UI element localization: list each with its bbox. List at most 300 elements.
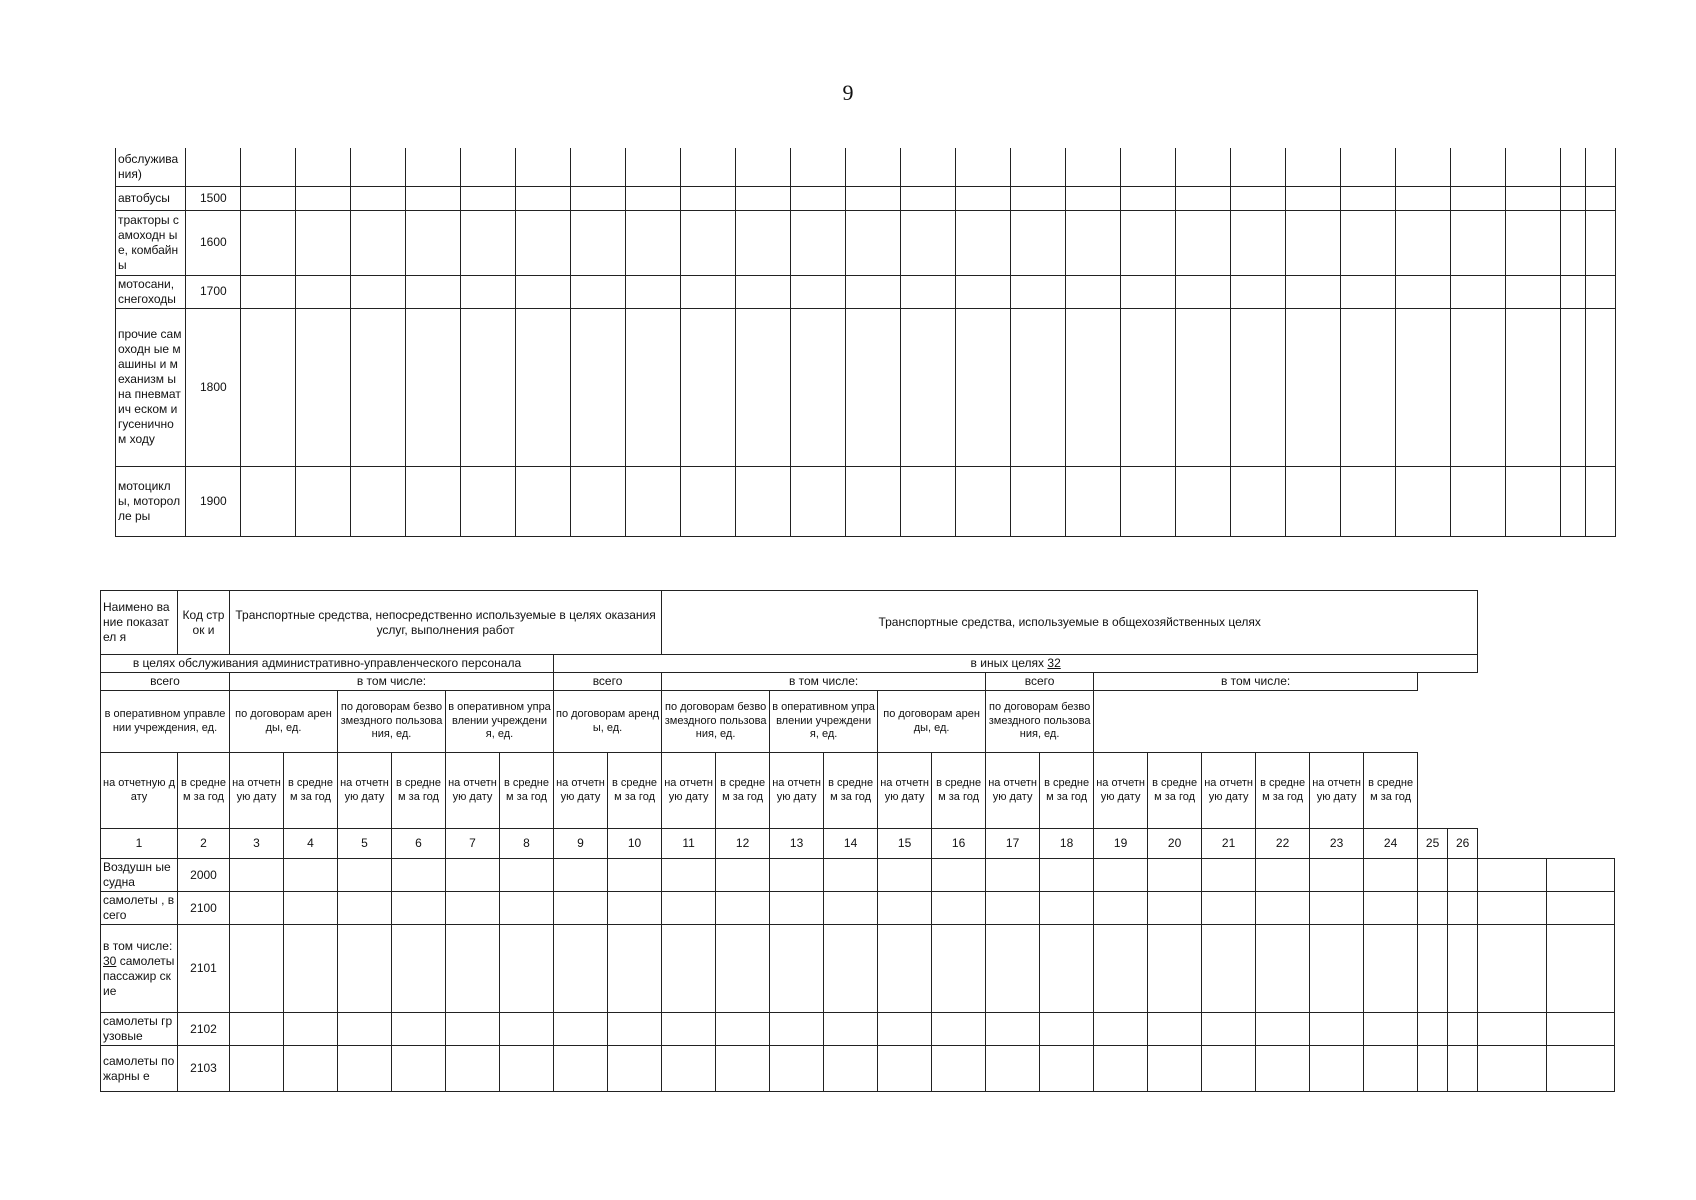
data-cell — [1451, 148, 1506, 186]
header-total-1: всего — [101, 673, 230, 691]
top-row — [116, 210, 1616, 275]
bottom-row — [101, 859, 1615, 892]
row-code: 2103 — [178, 1046, 230, 1092]
data-cell — [791, 186, 846, 210]
header-lease-2: по договорам аренды, ед. — [554, 691, 662, 753]
column-number: 18 — [1040, 829, 1094, 859]
data-cell — [1202, 859, 1256, 892]
header-name-col: Наимено вание показател я — [101, 591, 178, 655]
data-cell — [1310, 859, 1364, 892]
data-cell — [824, 892, 878, 925]
header-on-date: на отчетную дату — [1202, 753, 1256, 829]
data-cell — [461, 308, 516, 466]
data-cell — [1202, 1046, 1256, 1092]
header-avg-year: в среднем за год — [1040, 753, 1094, 829]
data-cell — [338, 1013, 392, 1046]
data-cell — [1448, 1046, 1478, 1092]
data-cell — [1418, 1013, 1448, 1046]
data-cell — [1396, 466, 1451, 536]
data-cell — [1011, 210, 1066, 275]
data-cell — [516, 186, 571, 210]
page-number: 9 — [842, 80, 854, 105]
data-cell — [516, 466, 571, 536]
data-cell — [1418, 859, 1448, 892]
row-code: 1600 — [186, 210, 241, 275]
data-cell — [901, 466, 956, 536]
data-cell — [901, 148, 956, 186]
header-blank — [1094, 691, 1418, 753]
column-number: 13 — [770, 829, 824, 859]
data-cell — [1231, 308, 1286, 466]
data-cell — [1451, 466, 1506, 536]
data-cell — [1506, 275, 1561, 308]
data-cell — [241, 186, 296, 210]
header-avg-year: в среднем за год — [1148, 753, 1202, 829]
data-cell — [516, 308, 571, 466]
header-lease-3: по договорам аренды, ед. — [878, 691, 986, 753]
data-cell — [1451, 186, 1506, 210]
data-cell — [846, 148, 901, 186]
header-avg-year: в среднем за год — [716, 753, 770, 829]
data-cell — [1286, 308, 1341, 466]
data-cell — [736, 308, 791, 466]
data-cell — [1506, 308, 1561, 466]
header-on-date: на отчетную дату — [662, 753, 716, 829]
data-cell — [1040, 892, 1094, 925]
data-cell — [1066, 308, 1121, 466]
data-cell — [554, 925, 608, 1013]
data-cell — [791, 308, 846, 466]
data-cell — [662, 1013, 716, 1046]
data-cell — [681, 308, 736, 466]
data-cell — [846, 210, 901, 275]
data-cell — [1094, 892, 1148, 925]
data-cell — [338, 859, 392, 892]
data-cell — [1478, 892, 1546, 925]
data-cell — [1478, 1046, 1546, 1092]
data-cell — [1396, 275, 1451, 308]
data-cell — [461, 186, 516, 210]
column-number: 22 — [1256, 829, 1310, 859]
data-cell — [296, 308, 351, 466]
header-avg-year: в среднем за год — [1256, 753, 1310, 829]
data-cell — [662, 892, 716, 925]
data-cell — [662, 859, 716, 892]
data-cell — [901, 275, 956, 308]
column-number: 10 — [608, 829, 662, 859]
column-number: 2 — [178, 829, 230, 859]
header-on-date: на отчетную дату — [230, 753, 284, 829]
data-cell — [1121, 466, 1176, 536]
data-cell — [986, 925, 1040, 1013]
data-cell — [296, 148, 351, 186]
data-cell — [878, 1013, 932, 1046]
data-cell — [1011, 308, 1066, 466]
data-cell — [406, 148, 461, 186]
data-cell — [392, 1013, 446, 1046]
header-free-use-3: по договорам безвозмездного пользования, ед. — [986, 691, 1094, 753]
data-cell — [1148, 859, 1202, 892]
data-cell — [351, 186, 406, 210]
data-cell — [446, 1013, 500, 1046]
data-cell — [1040, 859, 1094, 892]
bottom-table — [100, 590, 1615, 1092]
data-cell — [1011, 148, 1066, 186]
data-cell — [1561, 210, 1586, 275]
column-number: 20 — [1148, 829, 1202, 859]
data-cell — [1066, 275, 1121, 308]
data-cell — [446, 1046, 500, 1092]
data-cell — [824, 925, 878, 1013]
column-number: 25 — [1418, 829, 1448, 859]
column-number: 8 — [500, 829, 554, 859]
header-avg-year: в среднем за год — [608, 753, 662, 829]
data-cell — [1478, 925, 1546, 1013]
data-cell — [956, 186, 1011, 210]
data-cell — [1451, 308, 1506, 466]
data-cell — [1148, 892, 1202, 925]
data-cell — [1011, 275, 1066, 308]
data-cell — [932, 892, 986, 925]
top-row — [116, 466, 1616, 536]
column-number: 4 — [284, 829, 338, 859]
data-cell — [956, 308, 1011, 466]
data-cell — [500, 892, 554, 925]
data-cell — [1040, 1046, 1094, 1092]
row-code: 2101 — [178, 925, 230, 1013]
header-on-date: на отчетную дату — [338, 753, 392, 829]
data-cell — [770, 1013, 824, 1046]
data-cell — [716, 925, 770, 1013]
data-cell — [1121, 148, 1176, 186]
data-cell — [1176, 466, 1231, 536]
data-cell — [626, 275, 681, 308]
bottom-row — [101, 925, 1615, 1013]
data-cell — [956, 210, 1011, 275]
data-cell — [1546, 1046, 1614, 1092]
data-cell — [1176, 210, 1231, 275]
data-cell — [500, 1013, 554, 1046]
data-cell — [770, 859, 824, 892]
data-cell — [1176, 308, 1231, 466]
data-cell — [1451, 210, 1506, 275]
header-general-group: Транспортные средства, используемые в общехозяйственных целях — [662, 591, 1478, 655]
data-cell — [338, 892, 392, 925]
header-on-date: на отчетную дату — [446, 753, 500, 829]
column-number: 12 — [716, 829, 770, 859]
data-cell — [1448, 1013, 1478, 1046]
top-row — [116, 308, 1616, 466]
header-total-2: всего — [554, 673, 662, 691]
data-cell — [516, 210, 571, 275]
data-cell — [791, 275, 846, 308]
data-cell — [284, 925, 338, 1013]
data-cell — [626, 466, 681, 536]
header-operative-1: в оперативном управлении учреждения, ед. — [101, 691, 230, 753]
data-cell — [608, 1013, 662, 1046]
data-cell — [791, 148, 846, 186]
header-other-group: в иных целях 32 — [554, 655, 1478, 673]
data-cell — [230, 925, 284, 1013]
data-cell — [1176, 275, 1231, 308]
data-cell — [1364, 892, 1418, 925]
data-cell — [681, 466, 736, 536]
data-cell — [770, 892, 824, 925]
data-cell — [1506, 186, 1561, 210]
data-cell — [1561, 466, 1586, 536]
header-including-3: в том числе: — [1094, 673, 1418, 691]
header-on-date: на отчетную дату — [770, 753, 824, 829]
row-code: 1700 — [186, 275, 241, 308]
row-code — [186, 148, 241, 186]
header-avg-year: в среднем за год — [500, 753, 554, 829]
data-cell — [1011, 186, 1066, 210]
data-cell — [736, 210, 791, 275]
data-cell — [1561, 275, 1586, 308]
data-cell — [351, 210, 406, 275]
data-cell — [338, 1046, 392, 1092]
row-code: 1900 — [186, 466, 241, 536]
data-cell — [1066, 210, 1121, 275]
data-cell — [1418, 892, 1448, 925]
data-cell — [1040, 925, 1094, 1013]
column-number: 16 — [932, 829, 986, 859]
data-cell — [608, 1046, 662, 1092]
data-cell — [1478, 859, 1546, 892]
data-cell — [1396, 210, 1451, 275]
header-on-date: на отчетную дату — [554, 753, 608, 829]
data-cell — [1231, 210, 1286, 275]
data-cell — [1418, 925, 1448, 1013]
data-cell — [554, 1046, 608, 1092]
data-cell — [791, 466, 846, 536]
data-cell — [1176, 148, 1231, 186]
row-code: 1800 — [186, 308, 241, 466]
data-cell — [516, 275, 571, 308]
data-cell — [1148, 1046, 1202, 1092]
column-number: 14 — [824, 829, 878, 859]
data-cell — [461, 148, 516, 186]
data-cell — [681, 148, 736, 186]
data-cell — [626, 308, 681, 466]
data-cell — [878, 892, 932, 925]
data-cell — [296, 186, 351, 210]
header-empty — [1418, 673, 1478, 691]
data-cell — [626, 210, 681, 275]
bottom-row — [101, 892, 1615, 925]
data-cell — [406, 308, 461, 466]
header-operative-3: в оперативном управлении учреждения, ед. — [770, 691, 878, 753]
data-cell — [1396, 148, 1451, 186]
column-number: 26 — [1448, 829, 1478, 859]
row-code: 2102 — [178, 1013, 230, 1046]
data-cell — [932, 1013, 986, 1046]
data-cell — [1202, 925, 1256, 1013]
data-cell — [878, 859, 932, 892]
data-cell — [1586, 186, 1616, 210]
data-cell — [230, 859, 284, 892]
data-cell — [406, 466, 461, 536]
data-cell — [1448, 925, 1478, 1013]
data-cell — [1364, 1013, 1418, 1046]
row-label: Воздушн ые судна — [101, 859, 178, 892]
data-cell — [1506, 466, 1561, 536]
data-cell — [230, 1046, 284, 1092]
data-cell — [1506, 148, 1561, 186]
data-cell — [1451, 275, 1506, 308]
data-cell — [446, 859, 500, 892]
data-cell — [351, 275, 406, 308]
data-cell — [932, 1046, 986, 1092]
data-cell — [716, 1046, 770, 1092]
data-cell — [1561, 308, 1586, 466]
data-cell — [736, 148, 791, 186]
header-avg-year: в среднем за год — [178, 753, 230, 829]
data-cell — [1546, 1013, 1614, 1046]
data-cell — [932, 859, 986, 892]
data-cell — [1231, 275, 1286, 308]
data-cell — [662, 925, 716, 1013]
data-cell — [1546, 925, 1614, 1013]
data-cell — [1121, 210, 1176, 275]
column-number: 21 — [1202, 829, 1256, 859]
column-number: 9 — [554, 829, 608, 859]
data-cell — [1148, 1013, 1202, 1046]
data-cell — [846, 186, 901, 210]
data-cell — [516, 148, 571, 186]
data-cell — [1286, 186, 1341, 210]
row-label: обслужива ния) — [116, 148, 186, 186]
data-cell — [1094, 1046, 1148, 1092]
data-cell — [736, 186, 791, 210]
data-cell — [241, 275, 296, 308]
data-cell — [351, 148, 406, 186]
data-cell — [626, 148, 681, 186]
column-number: 17 — [986, 829, 1040, 859]
data-cell — [1341, 275, 1396, 308]
row-code: 2000 — [178, 859, 230, 892]
header-avg-year: в среднем за год — [1364, 753, 1418, 829]
header-on-date: на отчетную дату — [1094, 753, 1148, 829]
column-number: 11 — [662, 829, 716, 859]
header-admin-group: в целях обслуживания административно-управленческого персонала — [101, 655, 554, 673]
data-cell — [1202, 892, 1256, 925]
header-on-date: на отчетную дату — [101, 753, 178, 829]
data-cell — [241, 466, 296, 536]
row-label: в том числе: 30 самолеты пассажир ские — [101, 925, 178, 1013]
data-cell — [554, 892, 608, 925]
row-label: самолеты , всего — [101, 892, 178, 925]
data-cell — [1310, 1013, 1364, 1046]
data-cell — [1546, 859, 1614, 892]
data-cell — [1176, 186, 1231, 210]
data-cell — [1586, 148, 1616, 186]
data-cell — [681, 186, 736, 210]
data-cell — [791, 210, 846, 275]
data-cell — [1586, 210, 1616, 275]
data-cell — [241, 308, 296, 466]
data-cell — [846, 466, 901, 536]
data-cell — [338, 925, 392, 1013]
header-on-date: на отчетную дату — [1310, 753, 1364, 829]
data-cell — [571, 466, 626, 536]
data-cell — [571, 148, 626, 186]
column-number: 3 — [230, 829, 284, 859]
data-cell — [392, 892, 446, 925]
data-cell — [392, 925, 446, 1013]
data-cell — [554, 1013, 608, 1046]
data-cell — [956, 148, 1011, 186]
data-cell — [1256, 1013, 1310, 1046]
data-cell — [284, 859, 338, 892]
data-cell — [681, 275, 736, 308]
data-cell — [500, 925, 554, 1013]
data-cell — [392, 1046, 446, 1092]
data-cell — [824, 1013, 878, 1046]
column-number: 1 — [101, 829, 178, 859]
data-cell — [392, 859, 446, 892]
header-free-use-2: по договорам безвозмездного пользования, ед. — [662, 691, 770, 753]
data-cell — [1364, 1046, 1418, 1092]
data-cell — [1066, 186, 1121, 210]
data-cell — [1310, 925, 1364, 1013]
data-cell — [846, 308, 901, 466]
data-cell — [956, 275, 1011, 308]
data-cell — [608, 859, 662, 892]
header-including-2: в том числе: — [662, 673, 986, 691]
data-cell — [1341, 148, 1396, 186]
data-cell — [1448, 892, 1478, 925]
data-cell — [1561, 148, 1586, 186]
data-cell — [736, 466, 791, 536]
data-cell — [241, 148, 296, 186]
data-cell — [1418, 1046, 1448, 1092]
row-label: мотоцикл ы, мотороллe ры — [116, 466, 186, 536]
data-cell — [824, 1046, 878, 1092]
data-cell — [736, 275, 791, 308]
data-cell — [284, 1013, 338, 1046]
data-cell — [1040, 1013, 1094, 1046]
data-cell — [1286, 275, 1341, 308]
bottom-row — [101, 1013, 1615, 1046]
header-lease-1: по договорам аренды, ед. — [230, 691, 338, 753]
data-cell — [846, 275, 901, 308]
data-cell — [284, 1046, 338, 1092]
data-cell — [296, 275, 351, 308]
data-cell — [1121, 308, 1176, 466]
data-cell — [1396, 308, 1451, 466]
data-cell — [1094, 925, 1148, 1013]
data-cell — [716, 859, 770, 892]
top-row — [116, 148, 1616, 186]
header-total-3: всего — [986, 673, 1094, 691]
header-on-date: на отчетную дату — [986, 753, 1040, 829]
header-avg-year: в среднем за год — [284, 753, 338, 829]
data-cell — [296, 210, 351, 275]
data-cell — [1256, 859, 1310, 892]
data-cell — [901, 186, 956, 210]
column-number: 15 — [878, 829, 932, 859]
data-cell — [1202, 1013, 1256, 1046]
data-cell — [878, 925, 932, 1013]
data-cell — [626, 186, 681, 210]
data-cell — [1341, 186, 1396, 210]
header-operative-2: в оперативном управлении учреждения, ед. — [446, 691, 554, 753]
header-avg-year: в среднем за год — [392, 753, 446, 829]
row-label: самолеты грузовые — [101, 1013, 178, 1046]
data-cell — [1231, 148, 1286, 186]
data-cell — [1364, 925, 1418, 1013]
